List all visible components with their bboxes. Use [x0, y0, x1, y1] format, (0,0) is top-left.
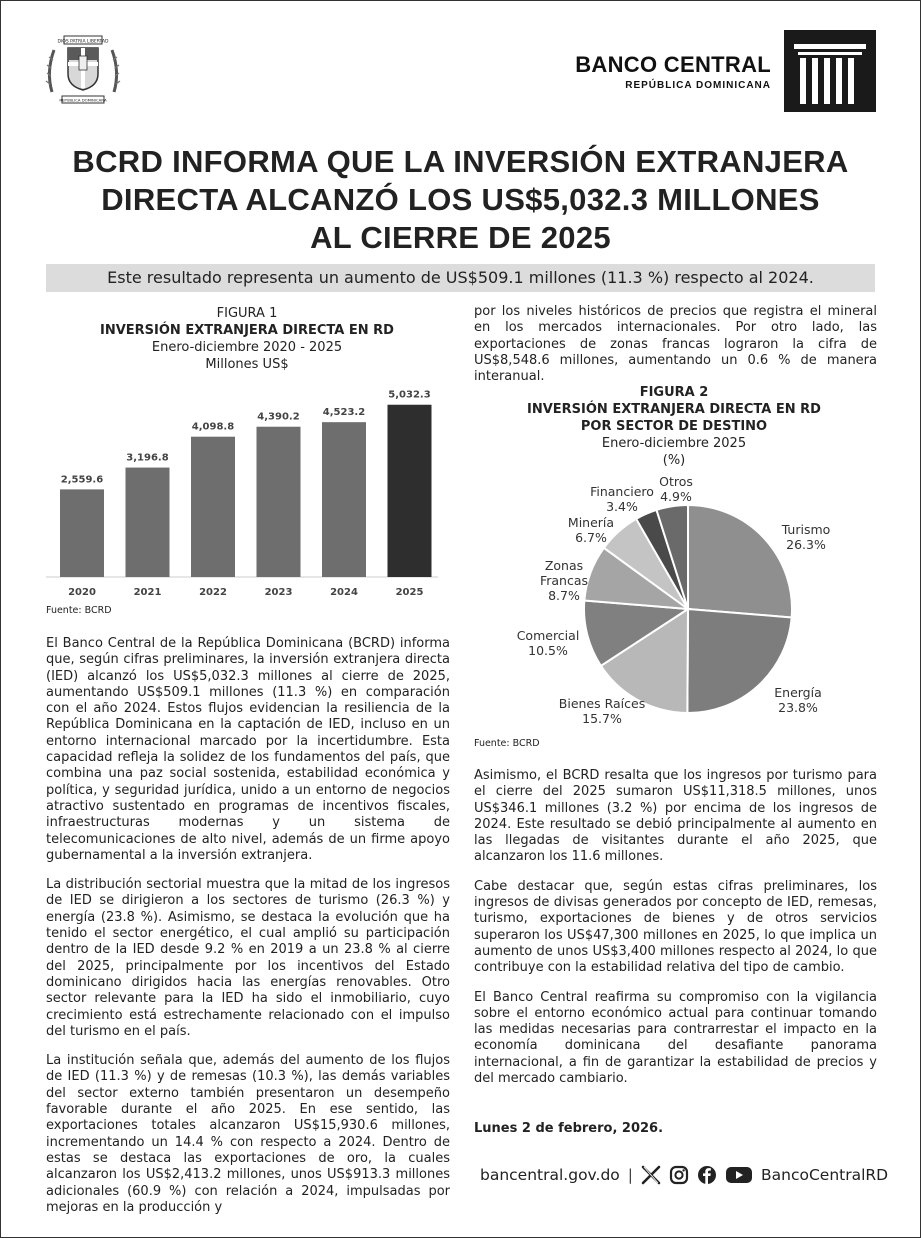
figure2-source: Fuente: BCRD — [474, 738, 540, 749]
figure2-header — [474, 384, 874, 469]
pie-label-name: Energía — [774, 685, 822, 700]
pie-label-value: 4.9% — [660, 489, 692, 504]
headline — [40, 143, 881, 257]
headline-line-2: DIRECTA ALCANZÓ LOS US$5,032.3 MILLONES — [101, 182, 820, 217]
figure2-title-1: INVERSIÓN EXTRANJERA DIRECTA EN RD — [527, 402, 821, 417]
bar-value-label: 4,098.8 — [191, 421, 235, 433]
pie-label-value: 6.7% — [575, 530, 607, 545]
social-handle[interactable]: BancoCentralRD — [761, 1166, 889, 1184]
coat-of-arms-seal — [42, 32, 124, 112]
pie-label-value: 10.5% — [528, 643, 568, 658]
pie-label-name: Minería — [567, 515, 615, 530]
bar-value-label: 2,559.6 — [60, 474, 104, 486]
footer-separator: | — [627, 1166, 633, 1184]
headline-line-3: AL CIERRE DE 2025 — [310, 220, 611, 255]
youtube-icon[interactable] — [725, 1165, 753, 1185]
pie-label-value: 26.3% — [786, 537, 826, 552]
left-column — [46, 636, 450, 1229]
pie-label — [659, 474, 693, 504]
paragraph-1: El Banco Central de la República Dominicana (BCRD) informa que, según cifras preliminares, la inversión extranjera directa (IED) alcanzó los US$5,032.3 millones al cierre de 2025, aumentando US$509.1 millones (11.3 %) en comparación con el año 2024. Estos flujos evidencian la resiliencia de la República Dominicana en la captación de IED, incluso en un entorno internacional marcado por la incertidumbre. Esta capacidad refleja la solidez de los fundamentos del país, que combina una paz social sostenida, estabilidad económica y política, y seguridad jurídica, unido a un entorno de negocios atractivo sustentado en programas de incentivos fiscales, infraestructuras modernas y un sistema de telecomunicaciones de alto nivel, además de un firme apoyo gubernamental a la inversión extranjera. — [46, 636, 450, 863]
bank-logo-icon — [784, 30, 876, 112]
brand-name: BANCO CENTRAL — [575, 52, 771, 77]
paragraph-5: Asimismo, el BCRD resalta que los ingresos por turismo para el cierre del 2025 sumaron US$11,318.5 millones, unos US$346.1 millones (3.2 %) por encima de los ingresos de 2024. Este resultado se debió principalmente al aumento en las llegadas de visitantes durante el año 2025, que alcanzaron los 11.6 millones. — [474, 768, 877, 865]
x-tick-label: 2020 — [68, 587, 96, 598]
figure1-header — [46, 305, 448, 373]
pie-label — [559, 696, 645, 726]
pie-label-name: Financiero — [590, 484, 654, 499]
x-tick-label: 2022 — [199, 587, 227, 598]
pie-label-value: 23.8% — [778, 700, 818, 715]
pie-label — [590, 484, 654, 514]
bar-2025 — [388, 405, 432, 577]
figure2-period: Enero-diciembre 2025 — [601, 436, 747, 451]
pie-slice-turismo — [688, 505, 792, 617]
pie-label — [568, 515, 614, 545]
x-tick-label: 2024 — [330, 587, 358, 598]
x-tick-label: 2025 — [395, 587, 424, 598]
pie-label — [540, 558, 588, 603]
pie-label-value: 3.4% — [606, 499, 638, 514]
bar-2020 — [60, 489, 104, 577]
bar-2024 — [322, 422, 366, 577]
pie-label-name: Comercial — [516, 628, 580, 643]
bar-2023 — [257, 427, 301, 577]
paragraph-6: Cabe destacar que, según estas cifras preliminares, los ingresos de divisas generados por concepto de IED, remesas, turismo, exportaciones de bienes y de otros servicios superaron los US$47,300 millones en 2025, lo que implica un aumento de unos US$3,400 millones respecto al 2024, lo que contribuye con la estabilidad relativa del tipo de cambio. — [474, 878, 877, 976]
figure2-units: (%) — [662, 453, 686, 468]
brand-block — [575, 52, 771, 91]
bar-value-label: 4,523.2 — [322, 407, 366, 419]
paragraph-2: La distribución sectorial muestra que la mitad de los ingresos de IED se dirigieron a los sectores de turismo (26.3 %) y energía (23.8 %). Asimismo, se destaca la evolución que ha tenido el sector energético, el cual amplió su participación dentro de la IED desde 9.2 % en 2019 a un 23.8 % al cierre del 2025, principalmente por los incentivos del Estado dominicano dirigidos hacia las energías renovables. Otro sector relevante para la IED ha sido el inmobiliario, cuyo crecimiento está estrechamente relacionado con el impulso del turismo en el país. — [46, 877, 450, 1039]
figure2-pie-chart — [476, 470, 876, 740]
pie-label-name: Zonas — [544, 558, 584, 573]
website-link[interactable]: bancentral.gov.do — [480, 1166, 620, 1184]
bar-2021 — [126, 468, 170, 577]
pie-label — [781, 522, 831, 552]
x-icon[interactable] — [641, 1165, 661, 1185]
x-tick-label: 2023 — [264, 587, 293, 598]
publication-date: Lunes 2 de febrero, 2026. — [474, 1121, 664, 1136]
bar-2022 — [191, 437, 235, 577]
headline-line-1: BCRD INFORMA QUE LA INVERSIÓN EXTRANJERA — [72, 144, 849, 179]
paragraph-4: por los niveles históricos de precios que registra el mineral en los mercados internacionales. Por otro lado, las exportaciones de zonas francas lograron la cifra de US$8,548.6 millones, aumentando un 0.6 % de manera interanual. — [474, 304, 877, 385]
paragraph-3: La institución señala que, además del aumento de los flujos de IED (11.3 %) y de remesas (10.3 %), las demás variables del sector externo también presentaron un desempeño favorable durante el año 2025. En ese sentido, las exportaciones totales alcanzaron US$15,930.6 millones, incrementando un 14.4 % con respecto a 2024. Dentro de estas se destaca las exportaciones de oro, la cuales alcanzaron los US$2,413.2 millones, unos US$913.3 millones adicionales (60.9 %) con relación a 2024, impulsadas por mejoras en la producción y — [46, 1053, 450, 1215]
seal-country: REPÚBLICA DOMINICANA — [59, 97, 107, 103]
bar-value-label: 4,390.2 — [257, 411, 300, 423]
pie-label-value: 8.7% — [548, 588, 580, 603]
figure1-title: INVERSIÓN EXTRANJERA DIRECTA EN RD — [100, 323, 394, 338]
bar-value-label: 3,196.8 — [126, 452, 169, 464]
figure1-bar-chart — [46, 375, 438, 605]
figure1-source: Fuente: BCRD — [46, 605, 112, 616]
pie-label-name: Turismo — [781, 522, 831, 537]
brand-subtitle: REPÚBLICA DOMINICANA — [625, 80, 771, 91]
seal-motto: DIOS PATRIA LIBERTAD — [57, 39, 109, 45]
paragraph-7: El Banco Central reafirma su compromiso con la vigilancia sobre el entorno económico actual para continuar tomando las medidas necesarias para contrarrestar el impacto en la economía dominicana del desafiante panorama internacional, a fin de garantizar la estabilidad de precios y del mercado cambiario. — [474, 989, 877, 1087]
pie-label-name: Bienes Raíces — [558, 696, 646, 711]
figure1-period: Enero-diciembre 2020 - 2025 — [151, 340, 343, 355]
bar-value-label: 5,032.3 — [388, 389, 431, 401]
pie-label-value: 15.7% — [582, 711, 622, 726]
figure1-label: FIGURA 1 — [216, 306, 278, 321]
instagram-icon[interactable] — [669, 1165, 689, 1185]
figure2-title-2: POR SECTOR DE DESTINO — [580, 419, 768, 434]
right-column-bottom — [474, 768, 877, 1100]
pie-label — [517, 628, 580, 658]
footer — [480, 1163, 888, 1187]
pie-label-name: Otros — [659, 474, 693, 489]
x-tick-label: 2021 — [133, 587, 162, 598]
subtitle-banner: Este resultado representa un aumento de US$509.1 millones (11.3 %) respecto al 2024. — [46, 264, 875, 292]
figure1-units: Millones US$ — [205, 357, 289, 372]
pie-label-name: Francas — [539, 573, 589, 588]
figure2-label: FIGURA 2 — [639, 385, 709, 400]
facebook-icon[interactable] — [697, 1165, 717, 1185]
pie-label — [774, 685, 822, 715]
